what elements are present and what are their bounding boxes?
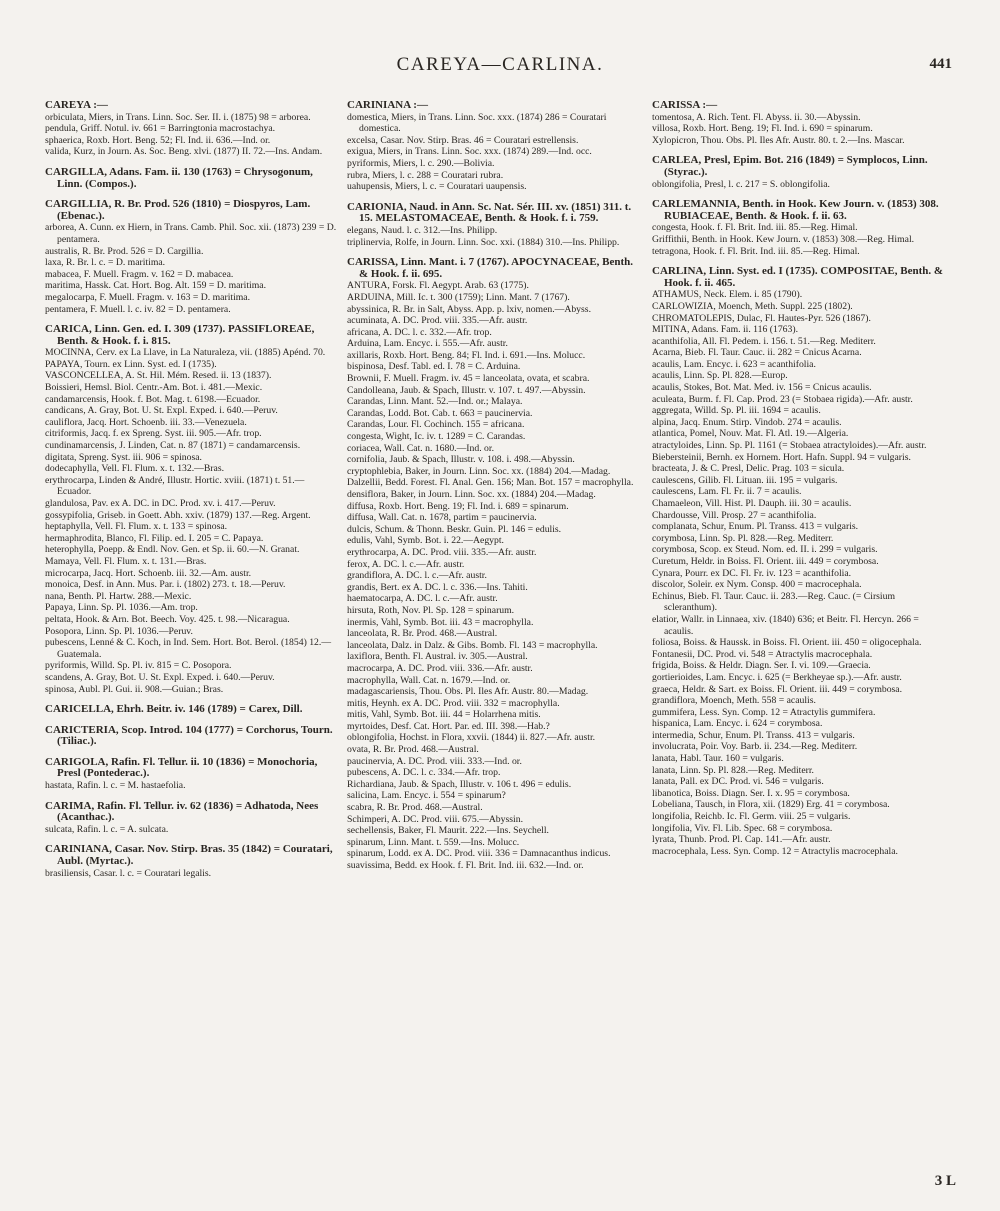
entry-line: complanata, Schur, Enum. Pl. Transs. 413 = vulgaris.	[652, 521, 859, 533]
entry-line: Schimperi, A. DC. Prod. viii. 675.—Abyssin.	[347, 813, 523, 825]
entry-line: Chamaeleon, Vill. Hist. Pl. Dauph. iii. 30 = acaulis.	[652, 498, 852, 509]
entry-line: acaulis, Lam. Encyc. i. 623 = acanthifolia.	[652, 358, 816, 370]
entry-line: Griffithii, Benth. in Hook. Kew Journ. v. (1853) 308.—Reg. Himal.	[652, 233, 915, 245]
entry-line: rubra, Miers, l. c. 288 = Couratari rubra.	[347, 169, 504, 181]
entry-line: grandiflora, A. DC. l. c.—Afr. austr.	[347, 570, 487, 582]
entry-line: acaulis, Stokes, Bot. Mat. Med. iv. 156 = Cnicus acaulis.	[652, 382, 872, 394]
entry-heading: CARLINA, Linn. Syst. ed. I (1735). COMPOSITAE, Benth. & Hook. f. ii. 465.	[652, 265, 944, 289]
entry-line: oblongifolia, Hochst. in Flora, xxvii. (1844) ii. 827.—Afr. austr.	[347, 732, 596, 744]
entry-line: erythrocarpa, Linden & André, Illustr. Hortic. xviii. (1871) t. 51.—Ecuador.	[45, 474, 305, 498]
genus-entry	[652, 100, 948, 146]
entry-line: laxiflora, Benth. Fl. Austral. iv. 305.—Austral.	[347, 651, 528, 663]
entry-line: dulcis, Schum. & Thonn. Beskr. Guin. Pl. 146 = edulis.	[347, 523, 562, 535]
entry-line: axillaris, Roxb. Hort. Beng. 84; Fl. Ind. i. 691.—Ins. Molucc.	[347, 349, 586, 361]
entry-line: Boissieri, Hemsl. Biol. Centr.-Am. Bot. i. 481.—Mexic.	[45, 382, 263, 394]
entry-heading: CARINIANA, Casar. Nov. Stirp. Bras. 35 (1842) = Couratari, Aubl. (Myrtac.).	[45, 843, 333, 868]
entry-line: exigua, Miers, in Trans. Linn. Soc. xxx. (1874) 289.—Ind. occ.	[347, 146, 592, 158]
genus-entry	[347, 257, 641, 871]
entry-line: ANTURA, Forsk. Fl. Aegypt. Arab. 63 (1775).	[347, 280, 529, 292]
page-title: CAREYA—CARLINA.	[396, 54, 604, 75]
entry-line: Carandas, Lodd. Bot. Cab. t. 663 = paucinervia.	[347, 407, 533, 419]
entry-line: hispanica, Lam. Encyc. i. 624 = corymbosa.	[652, 718, 823, 730]
genus-entry	[45, 844, 337, 879]
entry-line: congesta, Hook. f. Fl. Brit. Ind. iii. 85.—Reg. Himal.	[652, 222, 858, 234]
entry-line: africana, A. DC. l. c. 332.—Afr. trop.	[347, 326, 492, 338]
entry-line: scabra, R. Br. Prod. 468.—Austral.	[347, 802, 483, 814]
entry-line: MOCINNA, Cerv. ex La Llave, in La Naturaleza, vii. (1885) Apénd. 70.	[45, 347, 326, 359]
genus-entry	[45, 324, 337, 695]
entry-line: Papaya, Linn. Sp. Pl. 1036.—Am. trop.	[45, 602, 198, 614]
entry-line: diffusa, Wall. Cat. n. 1678, partim = paucinervia.	[347, 512, 537, 524]
entry-heading: CARISSA :—	[652, 100, 718, 111]
entry-heading: CARGILLIA, R. Br. Prod. 526 (1810) = Diospyros, Lam. (Ebenac.).	[45, 198, 311, 222]
entry-line: pendula, Griff. Notul. iv. 661 = Barringtonia macrostachya.	[45, 123, 276, 135]
entry-heading: CARLEMANNIA, Benth. in Hook. Kew Journ. v. (1853) 308. RUBIACEAE, Benth. & Hook. f. ii. 63.	[652, 198, 939, 222]
entry-line: corymbosa, Linn. Sp. Pl. 828.—Reg. Mediterr.	[652, 532, 834, 544]
columns	[0, 100, 1000, 1190]
entry-line: dodecaphylla, Vell. Fl. Flum. x. t. 132.—Bras.	[45, 463, 225, 475]
genus-entry	[45, 100, 337, 158]
entry-line: longifolia, Reichb. Ic. Fl. Germ. viii. 25 = vulgaris.	[652, 811, 851, 823]
entry-line: CHROMATOLEPIS, Dulac, Fl. Hautes-Pyr. 526 (1867).	[652, 312, 871, 324]
entry-line: Acarna, Bieb. Fl. Taur. Cauc. ii. 282 = Cnicus Acarna.	[652, 347, 862, 359]
entry-line: maritima, Hassk. Cat. Hort. Bog. Alt. 159 = D. maritima.	[45, 280, 266, 292]
entry-line: mitis, Vahl, Symb. Bot. iii. 44 = Holarrhena mitis.	[347, 709, 541, 721]
entry-heading: CARIMA, Rafin. Fl. Tellur. iv. 62 (1836) = Adhatoda, Nees (Acanthac.).	[45, 799, 319, 824]
entry-heading: CARICELLA, Ehrh. Beitr. iv. 146 (1789) = Carex, Dill.	[45, 703, 303, 716]
genus-entry	[347, 202, 641, 248]
entry-line: lanata, Habl. Taur. 160 = vulgaris.	[652, 753, 784, 765]
entry-line: heterophylla, Poepp. & Endl. Nov. Gen. et Sp. ii. 60.—N. Granat.	[45, 544, 300, 556]
entry-heading: CARINIANA :—	[347, 100, 428, 111]
genus-entry	[652, 266, 948, 857]
entry-line: sulcata, Rafin. l. c. = A. sulcata.	[45, 823, 169, 835]
entry-line: ARDUINA, Mill. Ic. t. 300 (1759); Linn. Mant. 7 (1767).	[347, 291, 570, 303]
entry-line: pubescens, Lenné & C. Koch, in Ind. Sem. Hort. Bot. Berol. (1854) 12.—Guatemala.	[45, 637, 332, 660]
entry-line: salicina, Lam. Encyc. i. 554 = spinarum?	[347, 790, 506, 802]
entry-line: Mamaya, Vell. Fl. Flum. x. t. 131.—Bras.	[45, 555, 207, 567]
entry-line: sechellensis, Baker, Fl. Maurit. 222.—Ins. Seychell.	[347, 825, 549, 837]
entry-line: VASCONCELLEA, A. St. Hil. Mém. Resed. ii. 13 (1837).	[45, 370, 272, 382]
entry-line: megalocarpa, F. Muell. Fragm. v. 163 = D. maritima.	[45, 291, 251, 303]
entry-line: graeca, Heldr. & Sart. ex Boiss. Fl. Orient. iii. 449 = corymbosa.	[652, 683, 903, 695]
entry-line: paucinervia, A. DC. Prod. viii. 333.—Ind. or.	[347, 755, 522, 767]
entry-line: macrophylla, Wall. Cat. n. 1679.—Ind. or.	[347, 674, 511, 686]
entry-line: erythrocarpa, A. DC. Prod. viii. 335.—Afr. austr.	[347, 546, 537, 558]
entry-line: mitis, Heynh. ex A. DC. Prod. viii. 332 = macrophylla.	[347, 697, 560, 709]
entry-line: acuminata, A. DC. Prod. viii. 335.—Afr. austr.	[347, 315, 528, 327]
entry-heading: CARICTERIA, Scop. Introd. 104 (1777) = Corchorus, Tourn. (Tiliac.).	[45, 723, 333, 748]
entry-line: candicans, A. Gray, Bot. U. St. Expl. Exped. i. 640.—Peruv.	[45, 405, 278, 417]
entry-line: densiflora, Baker, in Journ. Linn. Soc. xx. (1884) 204.—Madag.	[347, 489, 596, 500]
entry-line: CARLOWIZIA, Moench, Meth. Suppl. 225 (1802).	[652, 300, 853, 312]
entry-line: Fontanesii, DC. Prod. vi. 548 = Atractylis macrocephala.	[652, 648, 873, 660]
entry-line: cryptophlebia, Baker, in Journ. Linn. Soc. xx. (1884) 204.—Madag.	[347, 465, 611, 477]
entry-line: ovata, R. Br. Prod. 468.—Austral.	[347, 744, 479, 756]
page-number: 441	[929, 56, 952, 72]
entry-line: Curetum, Heldr. in Boiss. Fl. Orient. iii. 449 = corymbosa.	[652, 555, 879, 567]
entry-line: coriacea, Wall. Cat. n. 1680.—Ind. or.	[347, 442, 495, 454]
entry-line: Candolleana, Jaub. & Spach, Illustr. v. 107. t. 497.—Abyssin.	[347, 384, 586, 396]
entry-line: caulescens, Gilib. Fl. Lituan. iii. 195 = vulgaris.	[652, 474, 838, 486]
entry-line: spinosa, Aubl. Pl. Gui. ii. 908.—Guian.; Bras.	[45, 683, 224, 695]
entry-line: spinarum, Linn. Mant. t. 559.—Ins. Molucc.	[347, 836, 520, 848]
entry-line: lanata, Pall. ex DC. Prod. vi. 546 = vulgaris.	[652, 776, 824, 788]
entry-line: villosa, Roxb. Hort. Beng. 19; Fl. Ind. i. 690 = spinarum.	[652, 123, 873, 135]
column-2	[347, 100, 641, 1190]
entry-line: grandiflora, Moench, Meth. 558 = acaulis.	[652, 695, 816, 707]
entry-line: cundinamarcensis, J. Linden, Cat. n. 87 (1871) = candamarcensis.	[45, 440, 301, 452]
entry-line: oblongifolia, Presl, l. c. 217 = S. oblongifolia.	[652, 178, 830, 190]
entry-line: diffusa, Roxb. Hort. Beng. 19; Fl. Ind. i. 689 = spinarum.	[347, 500, 569, 512]
entry-heading: CARGILLA, Adans. Fam. ii. 130 (1763) = Chrysogonum, Linn. (Compos.).	[45, 165, 313, 190]
genus-entry	[347, 100, 641, 193]
entry-line: lanata, Linn. Sp. Pl. 828.—Reg. Mediterr.	[652, 764, 814, 776]
entry-line: laxa, R. Br. l. c. = D. maritima.	[45, 257, 166, 269]
entry-line: discolor, Soleir. ex Nym. Consp. 400 = macrocephala.	[652, 579, 862, 591]
column-3	[652, 100, 948, 1190]
entry-line: Richardiana, Jaub. & Spach, Illustr. v. 106 t. 496 = edulis.	[347, 778, 572, 790]
entry-line: macrocephala, Less. Syn. Comp. 12 = Atractylis macrocephala.	[652, 845, 898, 857]
entry-line: sphaerica, Roxb. Hort. Beng. 52; Fl. Ind. ii. 636.—Ind. or.	[45, 134, 271, 146]
genus-entry	[45, 704, 337, 716]
entry-heading: CAREYA :—	[45, 100, 108, 111]
genus-entry	[652, 155, 948, 190]
entry-line: Echinus, Bieb. Fl. Taur. Cauc. ii. 283.—Reg. Cauc. (= Cirsium scleranthum).	[652, 590, 896, 614]
entry-heading: CARICA, Linn. Gen. ed. I. 309 (1737). PASSIFLOREAE, Benth. & Hook. f. i. 815.	[45, 323, 315, 347]
entry-line: arborea, A. Cunn. ex Hiern, in Trans. Camb. Phil. Soc. xii. (1873) 239 = D. pentamera.	[45, 222, 337, 245]
entry-line: australis, R. Br. Prod. 526 = D. Cargillia.	[45, 245, 204, 257]
entry-line: mabacea, F. Muell. Fragm. v. 162 = D. mabacea.	[45, 268, 234, 280]
entry-line: acaulis, Linn. Sp. Pl. 828.—Europ.	[652, 370, 788, 382]
entry-line: Xylopicron, Thou. Obs. Pl. Iles Afr. Austr. 80. t. 2.—Ins. Mascar.	[652, 134, 905, 146]
entry-line: longifolia, Viv. Fl. Lib. Spec. 68 = corymbosa.	[652, 822, 833, 834]
entry-line: PAPAYA, Tourn. ex Linn. Syst. ed. I (1735).	[45, 358, 217, 370]
entry-heading: CARISSA, Linn. Mant. i. 7 (1767). APOCYNACEAE, Benth. & Hook. f. ii. 695.	[347, 256, 634, 280]
entry-line: inermis, Vahl, Symb. Bot. iii. 43 = macrophylla.	[347, 616, 534, 628]
entry-line: cauliflora, Jacq. Hort. Schoenb. iii. 33.—Venezuela.	[45, 416, 247, 428]
entry-line: Carandas, Linn. Mant. 52.—Ind. or.; Malaya.	[347, 396, 523, 408]
genus-entry	[45, 801, 337, 836]
entry-line: excelsa, Casar. Nov. Stirp. Bras. 46 = Couratari estrellensis.	[347, 134, 579, 146]
entry-line: acanthifolia, All. Fl. Pedem. i. 156. t. 51.—Reg. Mediterr.	[652, 335, 876, 347]
entry-line: gortierioides, Lam. Encyc. i. 625 (= Berkheyae sp.).—Afr. austr.	[652, 671, 902, 683]
entry-line: Posopora, Linn. Sp. Pl. 1036.—Peruv.	[45, 625, 193, 637]
entry-line: peltata, Hook. & Arn. Bot. Beech. Voy. 425. t. 98.—Nicaragua.	[45, 613, 290, 625]
entry-line: atlantica, Pomel, Nouv. Mat. Fl. Atl. 19.—Algeria.	[652, 428, 849, 440]
entry-line: tetragona, Hook. f. Fl. Brit. Ind. iii. 85.—Reg. Himal.	[652, 245, 860, 257]
entry-line: orbiculata, Miers, in Trans. Linn. Soc. Ser. II. i. (1875) 98 = arborea.	[45, 111, 311, 123]
entry-line: brasiliensis, Casar. l. c. = Couratari legalis.	[45, 867, 212, 879]
entry-line: monoica, Desf. in Ann. Mus. Par. i. (1802) 273. t. 18.—Peruv.	[45, 579, 286, 591]
entry-line: Brownii, F. Muell. Fragm. iv. 45 = lanceolata, ovata, et scabra.	[347, 373, 590, 385]
entry-line: spinarum, Lodd. ex A. DC. Prod. viii. 336 = Damnacanthus indicus.	[347, 848, 611, 860]
entry-line: Cynara, Pourr. ex DC. Fl. Fr. iv. 123 = acanthifolia.	[652, 567, 852, 579]
entry-line: intermedia, Schur, Enum. Pl. Transs. 413 = vulgaris.	[652, 729, 855, 741]
entry-line: aggregata, Willd. Sp. Pl. iii. 1694 = acaulis.	[652, 405, 821, 417]
entry-line: hermaphrodita, Blanco, Fl. Filip. ed. I. 205 = C. Papaya.	[45, 532, 264, 544]
entry-heading: CARIGOLA, Rafin. Fl. Tellur. ii. 10 (1836) = Monochoria, Presl (Pontederac.).	[45, 755, 318, 780]
entry-line: Lobeliana, Tausch, in Flora, xii. (1829) Erg. 41 = corymbosa.	[652, 799, 890, 811]
entry-line: nana, Benth. Pl. Hartw. 288.—Mexic.	[45, 590, 192, 602]
entry-line: myrtoides, Desf. Cat. Hort. Par. ed. III. 398.—Hab.?	[347, 720, 550, 732]
entry-line: grandis, Bert. ex A. DC. l. c. 336.—Ins. Tahiti.	[347, 581, 528, 593]
entry-line: elegans, Naud. l. c. 312.—Ins. Philipp.	[347, 224, 498, 236]
genus-entry	[45, 167, 337, 190]
entry-line: citriformis, Jacq. f. ex Spreng. Syst. iii. 905.—Afr. trop.	[45, 428, 262, 440]
entry-line: lanceolata, Dalz. in Dalz. & Gibs. Bomb. Fl. 143 = macrophylla.	[347, 639, 598, 651]
entry-line: pubescens, A. DC. l. c. 334.—Afr. trop.	[347, 767, 501, 779]
entry-line: heptaphylla, Vell. Fl. Flum. x. t. 133 = spinosa.	[45, 521, 228, 533]
genus-entry	[45, 725, 337, 748]
entry-line: valida, Kurz, in Journ. As. Soc. Beng. xlvi. (1877) II. 72.—Ins. Andam.	[45, 146, 323, 158]
entry-line: frigida, Boiss. & Heldr. Diagn. Ser. I. vi. 109.—Graecia.	[652, 660, 871, 672]
entry-line: haematocarpa, A. DC. l. c.—Afr. austr.	[347, 593, 498, 605]
entry-line: digitata, Spreng. Syst. iii. 906 = spinosa.	[45, 451, 202, 463]
genus-entry	[45, 199, 337, 315]
entry-line: Dalzellii, Bedd. Forest. Fl. Anal. Gen. 156; Man. Bot. 157 = macrophylla.	[347, 477, 634, 489]
entry-line: abyssinica, R. Br. in Salt, Abyss. App. p. lxiv, nomen.—Abyss.	[347, 303, 591, 315]
entry-line: macrocarpa, A. DC. Prod. viii. 336.—Afr. austr.	[347, 662, 533, 674]
entry-line: alpina, Jacq. Enum. Stirp. Vindob. 274 = acaulis.	[652, 416, 842, 428]
entry-line: domestica, Miers, in Trans. Linn. Soc. xxx. (1874) 286 = Couratari domestica.	[347, 111, 607, 135]
genus-entry	[45, 757, 337, 792]
entry-line: atractyloides, Linn. Sp. Pl. 1161 (= Stobaea atractyloides).—Afr. austr.	[652, 440, 927, 452]
entry-line: elatior, Wallr. in Linnaea, xiv. (1840) 636; et Beitr. Fl. Hercyn. 266 = acaulis.	[652, 613, 919, 637]
entry-line: hastata, Rafin. l. c. = M. hastaefolia.	[45, 780, 186, 792]
entry-line: caulescens, Lam. Fl. Fr. ii. 7 = acaulis.	[652, 486, 802, 498]
entry-line: Arduina, Lam. Encyc. i. 555.—Afr. austr.	[347, 338, 508, 350]
entry-line: tomentosa, A. Rich. Tent. Fl. Abyss. ii. 30.—Abyssin.	[652, 111, 861, 123]
entry-heading: CARIONIA, Naud. in Ann. Sc. Nat. Sér. III. xv. (1851) 311. t. 15. MELASTOMACEAE, Benth. & Hook. f. i. 759.	[347, 200, 632, 225]
entry-heading: CARLEA, Presl, Epim. Bot. 216 (1849) = Symplocos, Linn. (Styrac.).	[652, 154, 928, 178]
entry-line: Carandas, Lour. Fl. Cochinch. 155 = africana.	[347, 419, 525, 431]
entry-line: madagascariensis, Thou. Obs. Pl. Iles Afr. Austr. 80.—Madag.	[347, 686, 589, 698]
entry-line: pentamera, F. Muell. l. c. iv. 82 = D. pentamera.	[45, 303, 231, 315]
genus-entry	[652, 199, 948, 257]
signature-mark: 3 L	[934, 1173, 956, 1189]
entry-line: libanotica, Boiss. Diagn. Ser. I. x. 95 = corymbosa.	[652, 787, 850, 799]
entry-line: bracteata, J. & C. Presl, Delic. Prag. 103 = sicula.	[652, 463, 845, 475]
entry-line: foliosa, Boiss. & Haussk. in Boiss. Fl. Orient. iii. 450 = oligocephala.	[652, 637, 922, 649]
entry-line: suavissima, Bedd. ex Hook. f. Fl. Brit. Ind. iii. 632.—Ind. or.	[347, 860, 584, 871]
entry-line: edulis, Vahl, Symb. Bot. i. 22.—Aegypt.	[347, 535, 504, 547]
entry-line: congesta, Wight, Ic. iv. t. 1289 = C. Carandas.	[347, 431, 526, 443]
entry-line: ferox, A. DC. l. c.—Afr. austr.	[347, 558, 465, 570]
entry-line: microcarpa, Jacq. Hort. Schoenb. iii. 32.—Am. austr.	[45, 567, 252, 579]
entry-line: pyriformis, Miers, l. c. 290.—Bolivia.	[347, 157, 495, 169]
entry-line: lyrata, Thunb. Prod. Pl. Cap. 141.—Afr. austr.	[652, 834, 831, 846]
entry-line: candamarcensis, Hook. f. Bot. Mag. t. 6198.—Ecuador.	[45, 393, 261, 405]
entry-line: gummifera, Less. Syn. Comp. 12 = Atractylis gummifera.	[652, 706, 876, 718]
entry-line: hirsuta, Roth, Nov. Pl. Sp. 128 = spinarum.	[347, 604, 515, 616]
entry-line: aculeata, Burm. f. Fl. Cap. Prod. 23 (= Stobaea rigida).—Afr. austr.	[652, 393, 913, 405]
entry-line: bispinosa, Desf. Tabl. ed. I. 78 = C. Arduina.	[347, 361, 521, 373]
running-header	[0, 54, 1000, 84]
entry-line: triplinervia, Rolfe, in Journ. Linn. Soc. xxi. (1884) 310.—Ins. Philipp.	[347, 236, 620, 248]
entry-line: Biebersteinii, Bernh. ex Hornem. Hort. Hafn. Suppl. 94 = vulgaris.	[652, 451, 911, 463]
entry-line: Chardousse, Vill. Prosp. 27 = acanthifolia.	[652, 509, 817, 521]
entry-line: uahupensis, Miers, l. c. = Couratari uaupensis.	[347, 181, 527, 193]
entry-line: scandens, A. Gray, Bot. U. St. Expl. Exped. i. 640.—Peruv.	[45, 671, 275, 683]
entry-line: corymbosa, Scop. ex Steud. Nom. ed. II. i. 299 = vulgaris.	[652, 544, 878, 556]
entry-line: glandulosa, Pav. ex A. DC. in DC. Prod. xv. i. 417.—Peruv.	[45, 498, 276, 509]
entry-line: lanceolata, R. Br. Prod. 468.—Austral.	[347, 628, 498, 640]
entry-line: pyriformis, Willd. Sp. Pl. iv. 815 = C. Posopora.	[45, 660, 232, 672]
entry-line: cornifolia, Jaub. & Spach, Illustr. v. 108. i. 498.—Abyssin.	[347, 454, 575, 466]
entry-line: involucrata, Poir. Voy. Barb. ii. 234.—Reg. Mediterr.	[652, 741, 858, 753]
entry-line: MITINA, Adans. Fam. ii. 116 (1763).	[652, 324, 799, 336]
column-1	[45, 100, 337, 1190]
entry-line: ATHAMUS, Neck. Elem. i. 85 (1790).	[652, 289, 803, 301]
entry-line: gossypifolia, Griseb. in Goett. Abh. xxiv. (1879) 137.—Reg. Argent.	[45, 509, 311, 521]
